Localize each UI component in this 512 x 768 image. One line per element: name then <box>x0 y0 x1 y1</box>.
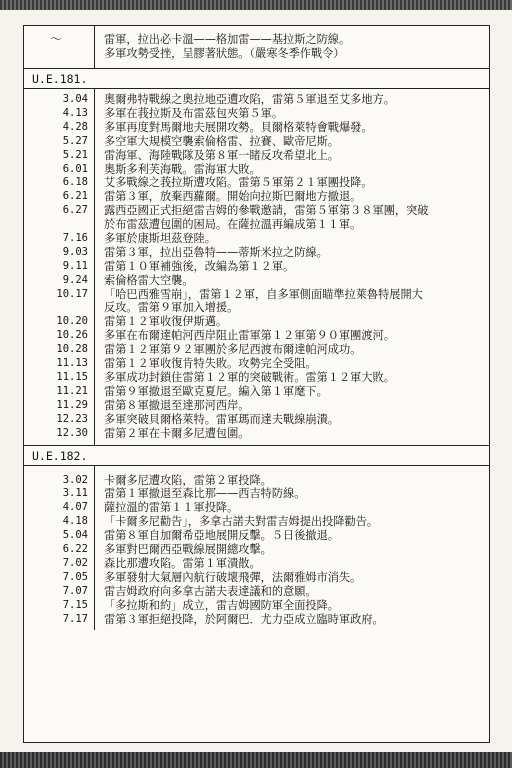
entry-text: 雷海軍、海陸戰隊及第８軍一睹反攻希望北上。 <box>104 148 339 162</box>
entry-date: 5.27 <box>62 134 88 147</box>
entry-date: 12.23 <box>56 412 88 425</box>
entry-text: 多軍在莪拉斯及布雷茲包夾第５軍。 <box>104 106 284 120</box>
entry-text: 「哈巴西雅雪崩」，雷第１２軍，自多軍側面瞄準拉萊魯特展開大 <box>104 287 423 301</box>
intro-line: 多軍攻勢受挫，呈膠著狀態。（嚴寒冬季作戰令） <box>104 46 345 60</box>
entry-date: 11.21 <box>56 384 88 397</box>
entry-date: 9.03 <box>62 245 88 258</box>
entry-date: 11.29 <box>56 398 88 411</box>
entry-text: 多軍再度對馬爾地夫展開攻勢。貝爾格萊特會戰爆發。 <box>104 120 373 134</box>
entry-text: 奧斯多利芙海戰。雷海軍大敗。 <box>104 162 261 176</box>
scan-bottom-edge <box>0 752 512 768</box>
entry-text: 卡爾多尼遭攻陷，雷第２軍投降。 <box>104 473 272 487</box>
entry-text: 雷第８軍自加爾希亞地展開反擊。５日後撤退。 <box>104 529 339 543</box>
entry-text: 雷第１０軍補強後，改編為第１２軍。 <box>104 259 295 273</box>
entry-date: 10.26 <box>56 329 88 342</box>
entry-text: 雷第１２軍第９２軍團於多尼西渡布爾達帕河成功。 <box>104 343 362 357</box>
entry-date: 7.07 <box>62 584 88 597</box>
section-header: U.E.181. <box>24 68 489 89</box>
entry-date: 6.21 <box>62 190 88 203</box>
entry-date: 3.02 <box>62 473 88 486</box>
entry-text: 雷第３軍，放棄西蘿爾。開始向拉斯巴爾地方撤退。 <box>104 190 362 204</box>
entry-text: 於布雷茲遭包圍的困局。在薩拉溫再編成第１１軍。 <box>104 218 362 232</box>
entry-date: 12.30 <box>56 426 88 439</box>
entry-date: 10.20 <box>56 315 88 328</box>
entry-text: 多軍於康斯坦茲登陸。 <box>104 232 216 245</box>
entry-date: 11.15 <box>56 371 88 383</box>
entry-date: 4.13 <box>62 106 88 119</box>
entry-date: 11.13 <box>56 357 88 370</box>
intro-mark: 〜 <box>49 32 62 46</box>
entry-date: 3.11 <box>62 487 88 500</box>
entry-text: 多軍突破貝爾格萊特。雷軍瑪而達夫戰線崩潰。 <box>104 412 339 426</box>
entry-date: 6.22 <box>62 543 88 555</box>
entry-date: 6.18 <box>62 176 88 189</box>
scan-top-edge <box>0 0 512 10</box>
entry-text: 雷第２軍在卡爾多尼遭包圍。 <box>104 426 250 440</box>
entry-date: 4.18 <box>62 515 88 528</box>
entry-date: 7.05 <box>62 570 88 583</box>
entry-text: 多軍成功封鎖住雷第１２軍的突破戰術。雷第１２軍大敗。 <box>104 371 395 384</box>
entry-date: 5.21 <box>62 148 88 161</box>
entry-text: 薩拉溫的雷第１１軍投降。 <box>104 501 239 515</box>
entry-date: 9.24 <box>62 273 88 286</box>
entry-date: 7.15 <box>62 598 88 611</box>
column-divider <box>94 26 95 68</box>
column-divider <box>94 89 95 445</box>
entry-text: 露西亞國正式拒絕雷吉姆的參戰邀請，雷第５軍第３８軍團，突破 <box>104 204 429 218</box>
entry-text: 雷第１２軍收復伊斯邁。 <box>104 315 228 329</box>
entry-text: 森比那遭攻陷。雷第１軍潰散。 <box>104 556 261 570</box>
entry-text: 雷吉姆政府向多拿古諾夫表達議和的意願。 <box>104 584 317 598</box>
entry-text: 多軍在布爾達帕河西岸阻止雷軍第１２軍第９０軍團渡河。 <box>104 329 395 343</box>
entry-text: 反攻。雷第９軍加入增援。 <box>104 301 239 315</box>
column-divider <box>94 466 95 631</box>
entry-text: 雷第１軍撤退至森比那——西吉特防線。 <box>104 487 306 501</box>
entry-date: 3.04 <box>62 93 88 105</box>
chronology-table <box>23 25 490 743</box>
entry-text: 「卡爾多尼勸告」，多拿古諾夫對雷吉姆提出投降勸告。 <box>104 515 379 529</box>
entry-date: 7.02 <box>62 556 88 569</box>
entry-date: 4.28 <box>62 120 88 133</box>
entry-text: 雷第３軍，拉出亞魯特——蒂斯米拉之防線。 <box>104 245 328 259</box>
entry-date: 9.11 <box>62 259 88 272</box>
intro-line: 雷軍，拉出必卡溫——格加雷——基拉斯之防線。 <box>104 33 351 46</box>
entry-text: 艾多戰線之莪拉斯遭攻陷。雷第５軍第２１軍團投降。 <box>104 176 373 190</box>
entry-text: 多空軍大規模空襲索倫格雷、拉賽、歐帝尼斯。 <box>104 134 339 148</box>
entry-date: 10.17 <box>56 287 88 300</box>
section-header: U.E.182. <box>24 445 489 466</box>
entry-text: 奧爾弗特戰線之奧拉地亞遭攻陷，雷第５軍退至艾多地方。 <box>104 93 395 106</box>
entry-text: 多軍對巴爾西亞戰線展開總攻擊。 <box>104 543 272 556</box>
entry-text: 雷第３軍拒絕投降，於阿爾巴．尤力亞成立臨時軍政府。 <box>104 612 384 626</box>
entry-text: 雷第１２軍收復肯特失敗。攻勢完全受阻。 <box>104 357 317 371</box>
entry-date: 7.17 <box>62 612 88 625</box>
entry-text: 雷第９軍撤退至歐克夏尼。編入第１軍麾下。 <box>104 384 328 398</box>
entry-text: 雷第８軍撤退至達那河西岸。 <box>104 398 250 412</box>
entry-date: 4.07 <box>62 501 88 514</box>
entry-text: 「多拉斯和約」成立，雷吉姆國防軍全面投降。 <box>104 598 339 612</box>
entry-date: 6.27 <box>62 204 88 217</box>
entry-text: 多軍發射大氣層內航行破壞飛彈，法爾雅姆市消失。 <box>104 570 362 584</box>
entry-date: 6.01 <box>62 162 88 175</box>
entry-text: 索倫格雷大空襲。 <box>104 273 194 287</box>
entry-date: 10.28 <box>56 343 88 356</box>
entry-date: 7.16 <box>62 232 88 244</box>
entry-date: 5.04 <box>62 529 88 542</box>
